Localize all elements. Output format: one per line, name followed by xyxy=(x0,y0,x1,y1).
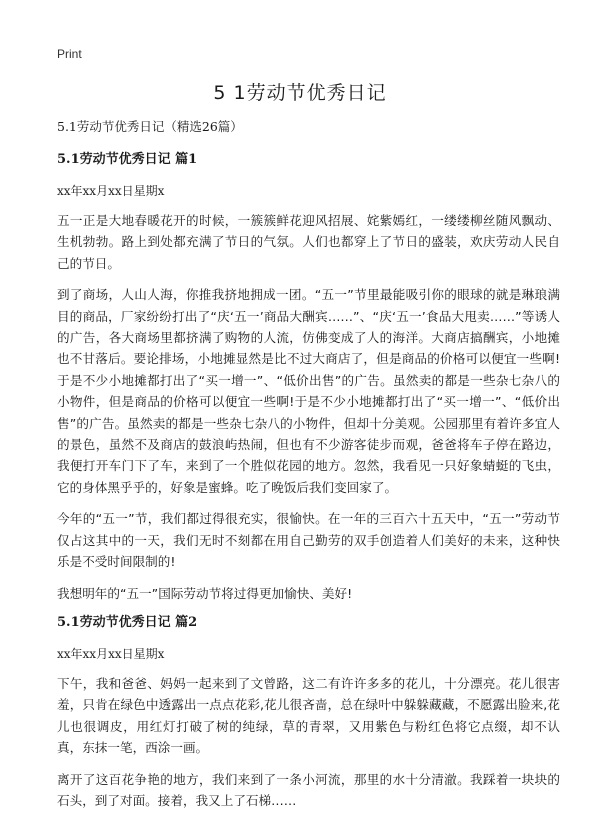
entry-paragraph: 五一正是大地春暖花开的时候，一簇簇鲜花迎风招展、姹紫嫣红，一缕缕柳丝随风飘动、生机勃勃。路上到处都充满了节日的气氛。人们也都穿上了节日的盛装，欢庆劳动人民自己的节日。 xyxy=(57,213,560,271)
entry-paragraph: 离开了这百花争艳的地方，我们来到了一条小河流，那里的水十分清澈。我踩着一块块的石头，到了对面。接着，我又上了石梯…… xyxy=(57,771,560,808)
entry-paragraph: 下午，我和爸爸、妈妈一起来到了文曾路，这二有许许多多的花儿，十分漂亮。花儿很害羞，只肯在绿色中透露出一点点花彩,花儿很吝啬，总在绿叶中躲躲藏藏，不愿露出脸来,花儿也很调皮，用红灯打破了树的纯绿，草的青翠，又用紫色与粉红色将它点缀，却不认真，东抹一笔，西涂一画。 xyxy=(57,675,560,756)
entry-date: xx年xx月xx日星期x xyxy=(57,184,165,198)
diary-entry xyxy=(57,614,560,811)
print-link[interactable]: Print xyxy=(57,47,82,61)
diary-entry xyxy=(57,151,560,604)
entry-paragraph: 到了商场，人山人海，你推我挤地拥成一团。“五一”节里最能吸引你的眼球的就是琳琅满目的商品，厂家纷纷打出了“庆‘五一’商品大酬宾……”、“庆‘五一’食品大甩卖……”等诱人的广告，各大商场里都挤满了购物的人流，仿佛变成了人的海洋。大商店搞酬宾，小地摊也不甘落后。要论排场，小地摊显然是比不过大商店了，但是商品的价格可以便宜一些啊!于是不少小地摊都打出了“买一增一”、“低价出售”的广告。虽然卖的都是一些杂七杂八的小物件，但是商品的价格可以便宜一些啊!于是不少小地摊都打出了“买一增一”、“低价出售”的广告。虽然卖的都是一些杂七杂八的小物件，但却十分美观。公园那里有着许多宜人的景色，虽然不及商店的鼓浪屿热闹，但也有不少游客徒步而观，爸爸将车子停在路边，我便打开车门下了车，来到了一个胜似花园的地方。忽然，我看见一只好象蜻蜓的飞虫，它的身体黑乎乎的，好象是蜜蜂。吃了晚饭后我们变回家了。 xyxy=(57,287,560,495)
entry-paragraph: 今年的“五一”节，我们都过得很充实，很愉快。在一年的三百六十五天中，“五一”劳动节仅占这其中的一天，我们无时不刻都在用自己勤劳的双手创造着人们美好的未来，这种快乐是不受时间限制的! xyxy=(57,511,560,570)
document-body xyxy=(57,118,560,821)
document-subtitle: 5.1劳动节优秀日记（精选26篇） xyxy=(57,119,243,134)
page-title: 5 1劳动节优秀日记 xyxy=(213,82,387,104)
entry-date: xx年xx月xx日星期x xyxy=(57,646,165,661)
entry-heading: 5.1劳动节优秀日记 篇1 xyxy=(57,152,198,167)
entry-paragraph: 我想明年的“五一”国际劳动节将过得更加愉快、美好! xyxy=(57,585,353,601)
entry-heading: 5.1劳动节优秀日记 篇2 xyxy=(57,614,198,630)
